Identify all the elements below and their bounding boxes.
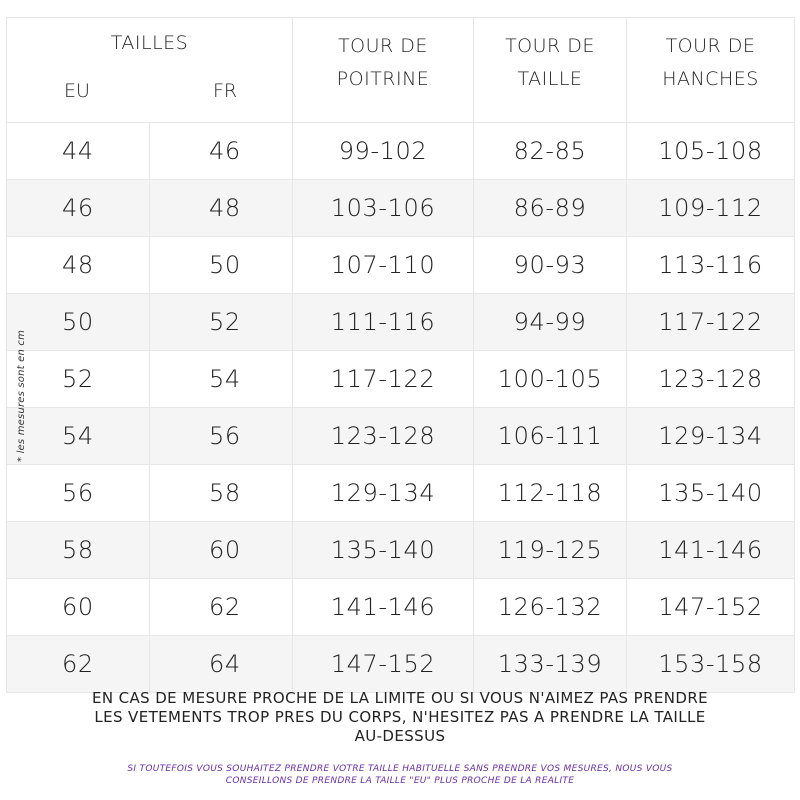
cell-taille: 126-132 [474, 579, 627, 636]
cell-taille: 106-111 [474, 408, 627, 465]
table-row [7, 180, 795, 237]
cell-poitrine: 99-102 [293, 123, 474, 180]
cell-poitrine: 129-134 [293, 465, 474, 522]
cell-taille: 133-139 [474, 636, 627, 693]
cell-poitrine: 147-152 [293, 636, 474, 693]
cell-hanches: 147-152 [627, 579, 795, 636]
cell-eu: 62 [7, 636, 150, 693]
cell-fr: 48 [150, 180, 293, 237]
cell-hanches: 113-116 [627, 237, 795, 294]
cell-eu: 56 [7, 465, 150, 522]
table-row [7, 465, 795, 522]
table-row [7, 123, 795, 180]
tip-line-1: SI TOUTEFOIS VOUS SOUHAITEZ PRENDRE VOTRE TAILLE HABITUELLE SANS PRENDRE VOS MESURES, NOUS VOUS [127, 764, 673, 774]
notice-line-1: EN CAS DE MESURE PROCHE DE LA LIMITE OU SI VOUS N'AIMEZ PAS PRENDRE [91, 689, 709, 707]
cell-fr: 62 [150, 579, 293, 636]
cell-fr: 60 [150, 522, 293, 579]
cell-eu: 60 [7, 579, 150, 636]
table-row [7, 522, 795, 579]
cell-taille: 82-85 [474, 123, 627, 180]
header-hanches-line1: TOUR DE [665, 35, 756, 57]
cell-taille: 112-118 [474, 465, 627, 522]
cell-eu: 44 [7, 123, 150, 180]
cell-fr: 46 [150, 123, 293, 180]
cell-poitrine: 135-140 [293, 522, 474, 579]
header-taille [474, 18, 627, 123]
cell-hanches: 141-146 [627, 522, 795, 579]
cell-fr: 54 [150, 351, 293, 408]
cell-fr: 52 [150, 294, 293, 351]
cell-fr: 50 [150, 237, 293, 294]
header-fr-label: FR [213, 80, 238, 102]
cell-poitrine: 117-122 [293, 351, 474, 408]
cell-hanches: 129-134 [627, 408, 795, 465]
header-poitrine [293, 18, 474, 123]
cell-hanches: 135-140 [627, 465, 795, 522]
notice-line-2: LES VETEMENTS TROP PRES DU CORPS, N'HESITEZ PAS A PRENDRE LA TAILLE [94, 708, 706, 726]
cell-eu: 48 [7, 237, 150, 294]
cell-eu: 58 [7, 522, 150, 579]
cell-eu: 46 [7, 180, 150, 237]
cell-hanches: 109-112 [627, 180, 795, 237]
header-taille-line2: TAILLE [517, 68, 583, 90]
cell-eu: 54 [7, 408, 150, 465]
cell-taille: 86-89 [474, 180, 627, 237]
cell-taille: 119-125 [474, 522, 627, 579]
table-row [7, 294, 795, 351]
cell-poitrine: 141-146 [293, 579, 474, 636]
cell-hanches: 117-122 [627, 294, 795, 351]
cell-hanches: 123-128 [627, 351, 795, 408]
cell-taille: 94-99 [474, 294, 627, 351]
header-tailles-label: TAILLES [110, 32, 189, 54]
cell-poitrine: 107-110 [293, 237, 474, 294]
cell-fr: 58 [150, 465, 293, 522]
cell-hanches: 105-108 [627, 123, 795, 180]
header-eu-label: EU [64, 80, 90, 102]
cell-taille: 90-93 [474, 237, 627, 294]
measurement-unit-note: * les mesures sont en cm [16, 329, 27, 462]
cell-eu: 52 [7, 351, 150, 408]
size-chart-table [6, 17, 795, 693]
header-poitrine-line2: POITRINE [336, 68, 430, 90]
notice-line-3: AU-DESSUS [354, 727, 446, 745]
cell-hanches: 153-158 [627, 636, 795, 693]
cell-poitrine: 123-128 [293, 408, 474, 465]
header-tailles [7, 18, 293, 123]
cell-fr: 64 [150, 636, 293, 693]
table-row [7, 351, 795, 408]
table-row [7, 636, 795, 693]
table-row [7, 579, 795, 636]
header-poitrine-line1: TOUR DE [338, 35, 428, 57]
cell-fr: 56 [150, 408, 293, 465]
cell-taille: 100-105 [474, 351, 627, 408]
cell-eu: 50 [7, 294, 150, 351]
header-hanches [627, 18, 795, 123]
header-hanches-line2: HANCHES [662, 68, 759, 90]
cell-poitrine: 111-116 [293, 294, 474, 351]
table-row [7, 237, 795, 294]
header-taille-line1: TOUR DE [505, 35, 595, 57]
tip-line-2: CONSEILLONS DE PRENDRE LA TAILLE "EU" PLUS PROCHE DE LA REALITE [225, 776, 575, 786]
header-row [7, 18, 795, 123]
table-row [7, 408, 795, 465]
size-advice-notice [60, 689, 740, 746]
size-tip [60, 763, 740, 787]
cell-poitrine: 103-106 [293, 180, 474, 237]
